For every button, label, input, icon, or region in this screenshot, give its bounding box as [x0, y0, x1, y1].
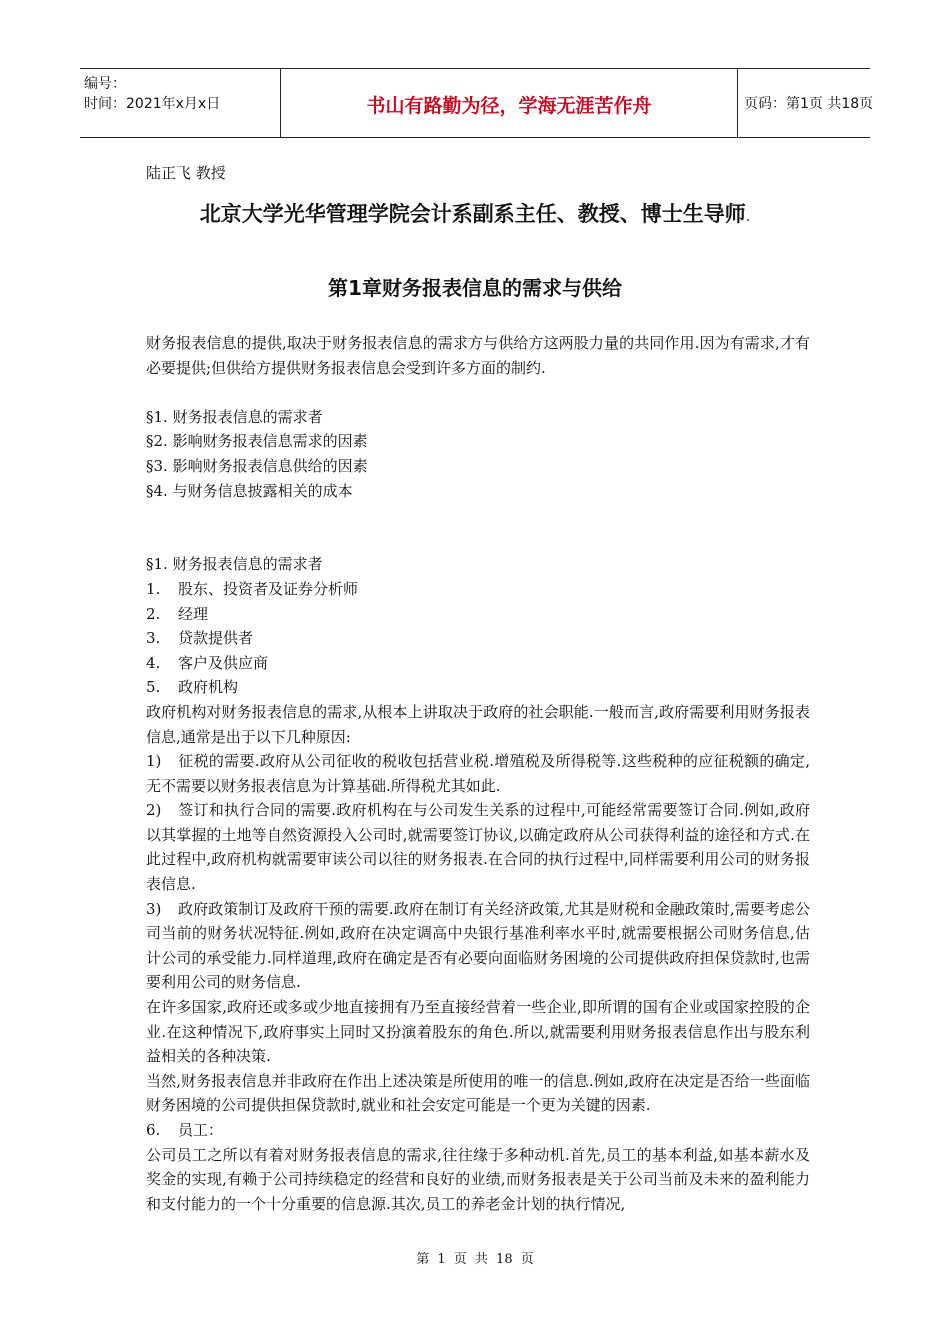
toc-item: §1. 财务报表信息的需求者 [146, 407, 323, 426]
list-number: 1. [146, 579, 161, 598]
list-item [146, 651, 810, 676]
reason-number: 2) [146, 801, 162, 820]
list-number: 5. [146, 678, 161, 697]
list-item [146, 626, 810, 651]
reason-text: 征税的需要.政府从公司征收的税收包括营业税.增殖税及所得税等.这些税种的应征税额的确定,无不需要以财务报表信息为计算基础.所得税尤其如此. [146, 752, 810, 795]
list-item [146, 602, 810, 627]
list-text: 股东、投资者及证券分析师 [178, 579, 359, 598]
list-text: 贷款提供者 [178, 629, 254, 648]
section-heading: §1. 财务报表信息的需求者 [146, 555, 323, 574]
header-page-cell [736, 69, 874, 137]
document-number-label: 编号： [84, 76, 126, 92]
page-header [80, 68, 874, 138]
toc-item: §2. 影响财务报表信息需求的因素 [146, 432, 368, 451]
list-text: 客户及供应商 [178, 653, 269, 672]
reason-number: 3) [146, 899, 162, 918]
gov-intro-paragraph: 政府机构对财务报表信息的需求,从根本上讲取决于政府的社会职能.一般而言,政府需要利用财务报表信息,通常是出于以下几种原因: [146, 702, 810, 746]
affiliation-period: . [745, 209, 751, 225]
reason-item [146, 749, 810, 798]
list-text: 政府机构 [178, 678, 239, 697]
header-meta-cell [80, 69, 280, 137]
reason-item [146, 798, 810, 896]
list-item [146, 1118, 810, 1143]
list-item [146, 577, 810, 602]
reason-item [146, 897, 810, 995]
author-line: 陆正飞 教授 [146, 164, 226, 182]
intro-paragraph: 财务报表信息的提供,取决于财务报表信息的需求方与供给方这两股力量的共同作用.因为有需求,才有必要提供;但供给方提供财务报表信息会受到许多方面的制约. [146, 334, 810, 377]
list-number: 2. [146, 604, 161, 623]
affiliation-text: 北京大学光华管理学院会计系副系主任、教授、博士生导师 [199, 202, 746, 226]
reason-text: 政府政策制订及政府干预的需要.政府在制订有关经济政策,尤其是财税和金融政策时,需要考虑公司当前的财务状况特征.例如,政府在决定调高中央银行基准利率水平时,就需要根据公司财务信息,估计公司的承受能力.同样道理,政府在确定是否有必要向面临财务困境的公司提供政府担保贷款时,也需要利用公司的财务信息. [146, 899, 810, 992]
page-footer: 第 1 页 共 18 页 [416, 1252, 534, 1267]
document-date-label: 时间：2021年x月x日 [84, 96, 221, 112]
affiliation-title [0, 198, 950, 228]
staff-paragraph: 公司员工之所以有着对财务报表信息的需求,往往缘于多种动机.首先,员工的基本利益,如基本薪水及奖金的实现,有赖于公司持续稳定的经营和良好的业绩,而财务报表是关于公司当前及未来的盈利能力和支付能力的一个十分重要的信息源.其次,员工的养老金计划的执行情况, [146, 1145, 810, 1213]
list-number: 6. [146, 1121, 161, 1139]
reason-number: 1) [146, 752, 162, 771]
list-number: 3. [146, 629, 161, 648]
document-body [146, 331, 810, 1216]
list-number: 4. [146, 653, 161, 672]
list-item [146, 675, 810, 700]
list-text: 经理 [178, 604, 209, 623]
chapter-title: 第1章财务报表信息的需求与供给 [328, 276, 622, 300]
reason-text: 签订和执行合同的需要.政府机构在与公司发生关系的过程中,可能经常需要签订合同.例如,政府以其掌握的土地等自然资源投入公司时,就需要签订协议,以确定政府从公司获得利益的途径和方式.在此过程中,政府机构就需要审读公司以往的财务报表.在合同的执行过程中,同样需要利用公司的财务报表信息. [146, 801, 810, 894]
motto-text: 书山有路勤为径，学海无涯苦作舟 [366, 95, 652, 117]
header-page-info: 页码：第1页 共18页 [744, 96, 874, 112]
header-motto-cell [280, 69, 738, 137]
other-factors-paragraph: 当然,财务报表信息并非政府在作出上述决策是所使用的唯一的信息.例如,政府在决定是否给一些面临财务困境的公司提供担保贷款时,就业和社会安定可能是一个更为关键的因素. [146, 1071, 810, 1115]
toc-item: §4. 与财务信息披露相关的成本 [146, 481, 353, 500]
list-text: 员工： [178, 1121, 224, 1139]
state-owned-paragraph: 在许多国家,政府还或多或少地直接拥有乃至直接经营着一些企业,即所谓的国有企业或国家控股的企业.在这种情况下,政府事实上同时又扮演着股东的角色.所以,就需要利用财务报表信息作出与股东利益相关的各种决策. [146, 998, 810, 1066]
toc-item: §3. 影响财务报表信息供给的因素 [146, 456, 368, 475]
